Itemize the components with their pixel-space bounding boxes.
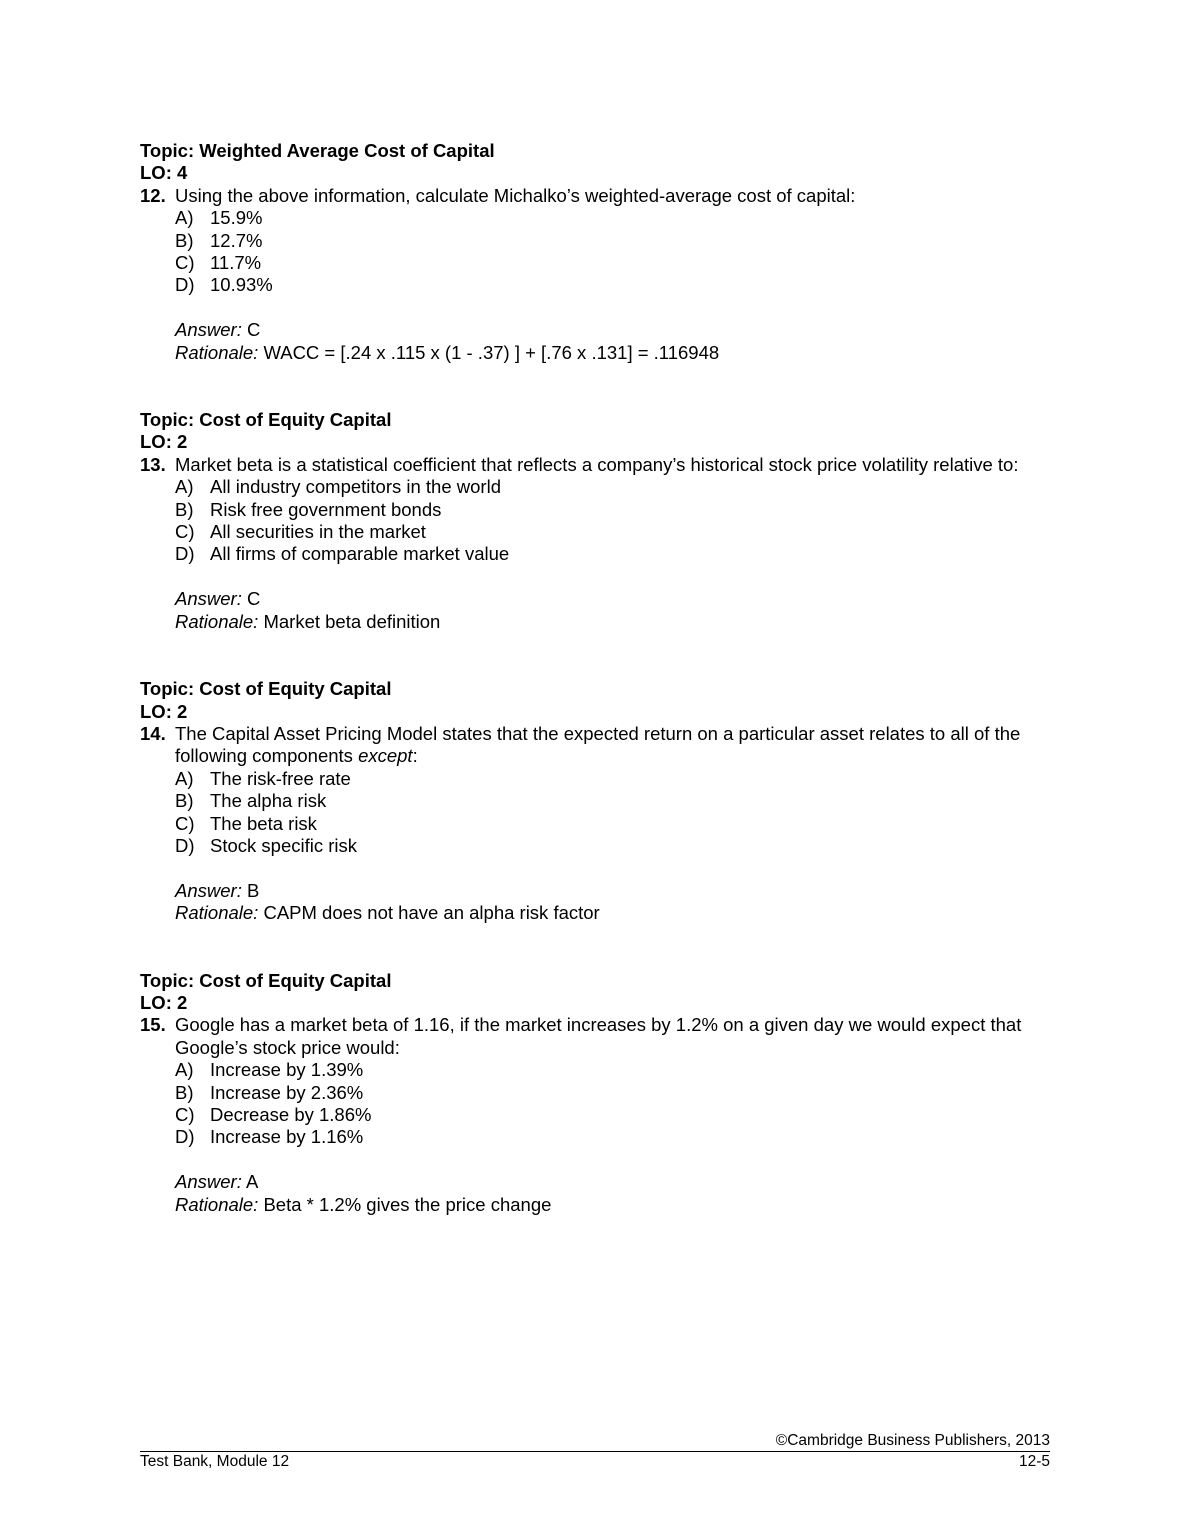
option-b — [175, 499, 1060, 521]
option-text: Risk free government bonds — [210, 498, 442, 520]
option-text: All industry competitors in the world — [210, 476, 501, 498]
rationale-text: Beta * 1.2% gives the price change — [258, 1193, 552, 1215]
topic-heading: Topic: Cost of Equity Capital — [140, 409, 392, 431]
option-text: Increase by 1.16% — [210, 1126, 364, 1148]
question-block-13 — [140, 409, 1060, 633]
answer-line — [175, 319, 1060, 341]
option-c — [175, 813, 1060, 835]
option-c — [175, 521, 1060, 543]
answer-label: Answer: — [175, 1171, 242, 1193]
option-text: 12.7% — [210, 229, 263, 251]
option-letter: B) — [175, 229, 194, 251]
option-text: 11.7% — [210, 252, 262, 274]
option-d — [175, 1126, 1060, 1148]
page-number: 12-5 — [1018, 1453, 1050, 1470]
lo-label: LO: 2 — [140, 700, 188, 722]
question-number: 15. — [140, 1014, 166, 1036]
footer-module-label: Test Bank, Module 12 — [140, 1453, 290, 1470]
option-letter: D) — [175, 1126, 195, 1148]
option-b — [175, 790, 1060, 812]
option-b — [175, 230, 1060, 252]
option-a — [175, 1059, 1060, 1081]
page-footer — [140, 1432, 1050, 1471]
option-letter: A) — [175, 476, 194, 498]
option-letter: C) — [175, 252, 195, 274]
option-text: Increase by 2.36% — [210, 1081, 364, 1103]
rationale-label: Rationale: — [175, 902, 259, 924]
question-block-14 — [140, 678, 1060, 924]
option-text: The risk-free rate — [210, 767, 351, 789]
option-letter: D) — [175, 543, 195, 565]
option-text: Decrease by 1.86% — [210, 1103, 372, 1125]
option-text: Increase by 1.39% — [210, 1059, 364, 1081]
answer-line — [175, 880, 1060, 902]
option-letter: C) — [175, 1103, 195, 1125]
question-block-12 — [140, 140, 1060, 364]
option-text: 15.9% — [210, 207, 263, 229]
answer-value: C — [241, 319, 261, 341]
option-text: All firms of comparable market value — [210, 543, 510, 565]
option-list — [175, 1059, 1060, 1149]
answer-label: Answer: — [175, 879, 242, 901]
option-letter: B) — [175, 498, 194, 520]
rationale-label: Rationale: — [175, 1193, 259, 1215]
option-text: Stock specific risk — [210, 834, 358, 856]
option-letter: D) — [175, 834, 195, 856]
answer-label: Answer: — [175, 588, 242, 610]
option-text: The beta risk — [210, 812, 317, 834]
question-stem — [140, 723, 1060, 768]
option-text: All securities in the market — [210, 521, 426, 543]
question-number: 13. — [140, 453, 166, 475]
answer-area — [175, 319, 1060, 364]
footer-copyright: ©Cambridge Business Publishers, 2013 — [775, 1432, 1050, 1449]
option-a — [175, 476, 1060, 498]
answer-area — [175, 880, 1060, 925]
option-d — [175, 274, 1060, 296]
rationale-text: Market beta definition — [258, 610, 441, 632]
option-letter: D) — [175, 274, 195, 296]
option-d — [175, 835, 1060, 857]
option-a — [175, 207, 1060, 229]
rationale-line — [175, 1194, 1060, 1216]
option-letter: B) — [175, 1081, 194, 1103]
topic-heading: Topic: Cost of Equity Capital — [140, 969, 392, 991]
question-stem — [140, 454, 1060, 476]
rationale-text: CAPM does not have an alpha risk factor — [258, 902, 600, 924]
question-number: 12. — [140, 184, 166, 206]
option-list — [175, 768, 1060, 858]
answer-line — [175, 588, 1060, 610]
rationale-line — [175, 902, 1060, 924]
option-list — [175, 207, 1060, 297]
lo-label: LO: 2 — [140, 431, 188, 453]
question-text — [175, 185, 1060, 207]
lo-label: LO: 2 — [140, 991, 188, 1013]
option-letter: B) — [175, 790, 194, 812]
answer-value: C — [241, 588, 261, 610]
rationale-line — [175, 611, 1060, 633]
option-letter: A) — [175, 767, 194, 789]
option-a — [175, 768, 1060, 790]
question-stem — [140, 185, 1060, 207]
option-letter: C) — [175, 812, 195, 834]
option-text: 10.93% — [210, 274, 273, 296]
option-c — [175, 252, 1060, 274]
question-text-main: Using the above information, calculate Michalko’s weighted-average cost of capital: — [175, 184, 856, 206]
question-text-end: : — [412, 745, 418, 767]
option-list — [175, 476, 1060, 566]
option-letter: A) — [175, 1059, 194, 1081]
answer-area — [175, 588, 1060, 633]
option-b — [175, 1082, 1060, 1104]
rationale-text: WACC = [.24 x .115 x (1 - .37) ] + [.76 x .131] = .116948 — [258, 341, 720, 363]
answer-line — [175, 1171, 1060, 1193]
topic-heading: Topic: Weighted Average Cost of Capital — [140, 140, 495, 161]
question-text — [175, 454, 1060, 476]
question-number: 14. — [140, 722, 166, 744]
answer-value: B — [241, 879, 260, 901]
answer-value: A — [241, 1171, 259, 1193]
footer-row — [140, 1453, 1050, 1471]
option-d — [175, 543, 1060, 565]
option-text: The alpha risk — [210, 790, 327, 812]
rationale-label: Rationale: — [175, 341, 259, 363]
page-content — [140, 140, 1060, 1261]
question-text — [175, 1014, 1060, 1059]
answer-label: Answer: — [175, 319, 242, 341]
option-letter: A) — [175, 207, 194, 229]
rationale-label: Rationale: — [175, 610, 259, 632]
option-c — [175, 1104, 1060, 1126]
rationale-line — [175, 342, 1060, 364]
footer-divider — [140, 1451, 1050, 1452]
question-text-main: Google has a market beta of 1.16, if the market increases by 1.2% on a given day we would expect that Google’s stock price would: — [175, 1014, 1022, 1058]
option-letter: C) — [175, 521, 195, 543]
answer-area — [175, 1171, 1060, 1216]
question-text-main: Market beta is a statistical coefficient that reflects a company’s historical stock price volatility relative to: — [175, 453, 1019, 475]
question-stem — [140, 1014, 1060, 1059]
question-text-main: The Capital Asset Pricing Model states that the expected return on a particular asset relates to all of the following components — [175, 722, 1021, 767]
question-block-15 — [140, 970, 1060, 1216]
question-text-emphasis: except — [358, 745, 413, 767]
question-text — [175, 723, 1060, 768]
topic-heading: Topic: Cost of Equity Capital — [140, 678, 392, 700]
lo-label: LO: 4 — [140, 162, 188, 184]
